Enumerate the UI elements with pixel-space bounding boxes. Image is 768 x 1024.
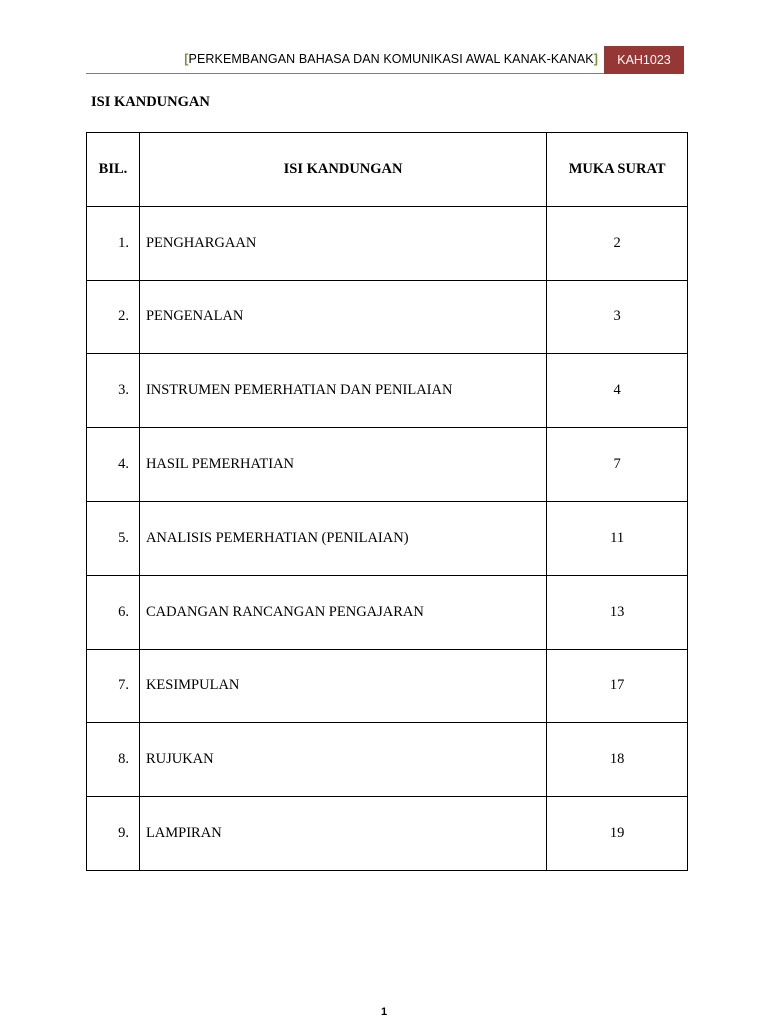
row-title: PENGENALAN bbox=[139, 280, 546, 354]
page-number: 1 bbox=[380, 1006, 388, 1018]
table-row bbox=[87, 501, 688, 575]
table-of-contents bbox=[86, 132, 688, 871]
header-course-name: PERKEMBANGAN BAHASA DAN KOMUNIKASI AWAL KANAK-KANAK bbox=[188, 52, 594, 66]
row-number: 1. bbox=[87, 206, 140, 280]
table-header-row bbox=[87, 133, 688, 207]
table-row bbox=[87, 797, 688, 871]
row-page: 11 bbox=[547, 501, 688, 575]
row-title: CADANGAN RANCANGAN PENGAJARAN bbox=[139, 575, 546, 649]
row-title: KESIMPULAN bbox=[139, 649, 546, 723]
page-header bbox=[86, 46, 684, 74]
row-page: 19 bbox=[547, 797, 688, 871]
row-title: HASIL PEMERHATIAN bbox=[139, 428, 546, 502]
table-row bbox=[87, 206, 688, 280]
row-title: RUJUKAN bbox=[139, 723, 546, 797]
table-row bbox=[87, 428, 688, 502]
row-page: 3 bbox=[547, 280, 688, 354]
row-title: PENGHARGAAN bbox=[139, 206, 546, 280]
table-row bbox=[87, 280, 688, 354]
row-number: 8. bbox=[87, 723, 140, 797]
header-bracket-close: ] bbox=[593, 52, 598, 66]
row-number: 6. bbox=[87, 575, 140, 649]
row-number: 9. bbox=[87, 797, 140, 871]
header-cell-number: BIL. bbox=[87, 133, 140, 207]
document-title: ISI KANDUNGAN bbox=[91, 94, 210, 110]
row-number: 3. bbox=[87, 354, 140, 428]
row-title: LAMPIRAN bbox=[139, 797, 546, 871]
row-page: 2 bbox=[547, 206, 688, 280]
row-title: INSTRUMEN PEMERHATIAN DAN PENILAIAN bbox=[139, 354, 546, 428]
header-course-title bbox=[184, 52, 598, 66]
row-page: 18 bbox=[547, 723, 688, 797]
header-cell-content: ISI KANDUNGAN bbox=[139, 133, 546, 207]
row-page: 4 bbox=[547, 354, 688, 428]
row-title: ANALISIS PEMERHATIAN (PENILAIAN) bbox=[139, 501, 546, 575]
row-number: 7. bbox=[87, 649, 140, 723]
table-row bbox=[87, 575, 688, 649]
row-number: 5. bbox=[87, 501, 140, 575]
row-number: 2. bbox=[87, 280, 140, 354]
table-row bbox=[87, 723, 688, 797]
table-row bbox=[87, 354, 688, 428]
header-course-code: KAH1023 bbox=[604, 46, 684, 74]
row-page: 7 bbox=[547, 428, 688, 502]
row-page: 17 bbox=[547, 649, 688, 723]
row-number: 4. bbox=[87, 428, 140, 502]
row-page: 13 bbox=[547, 575, 688, 649]
header-bracket-open: [ bbox=[184, 52, 189, 66]
table-row bbox=[87, 649, 688, 723]
header-cell-page: MUKA SURAT bbox=[547, 133, 688, 207]
